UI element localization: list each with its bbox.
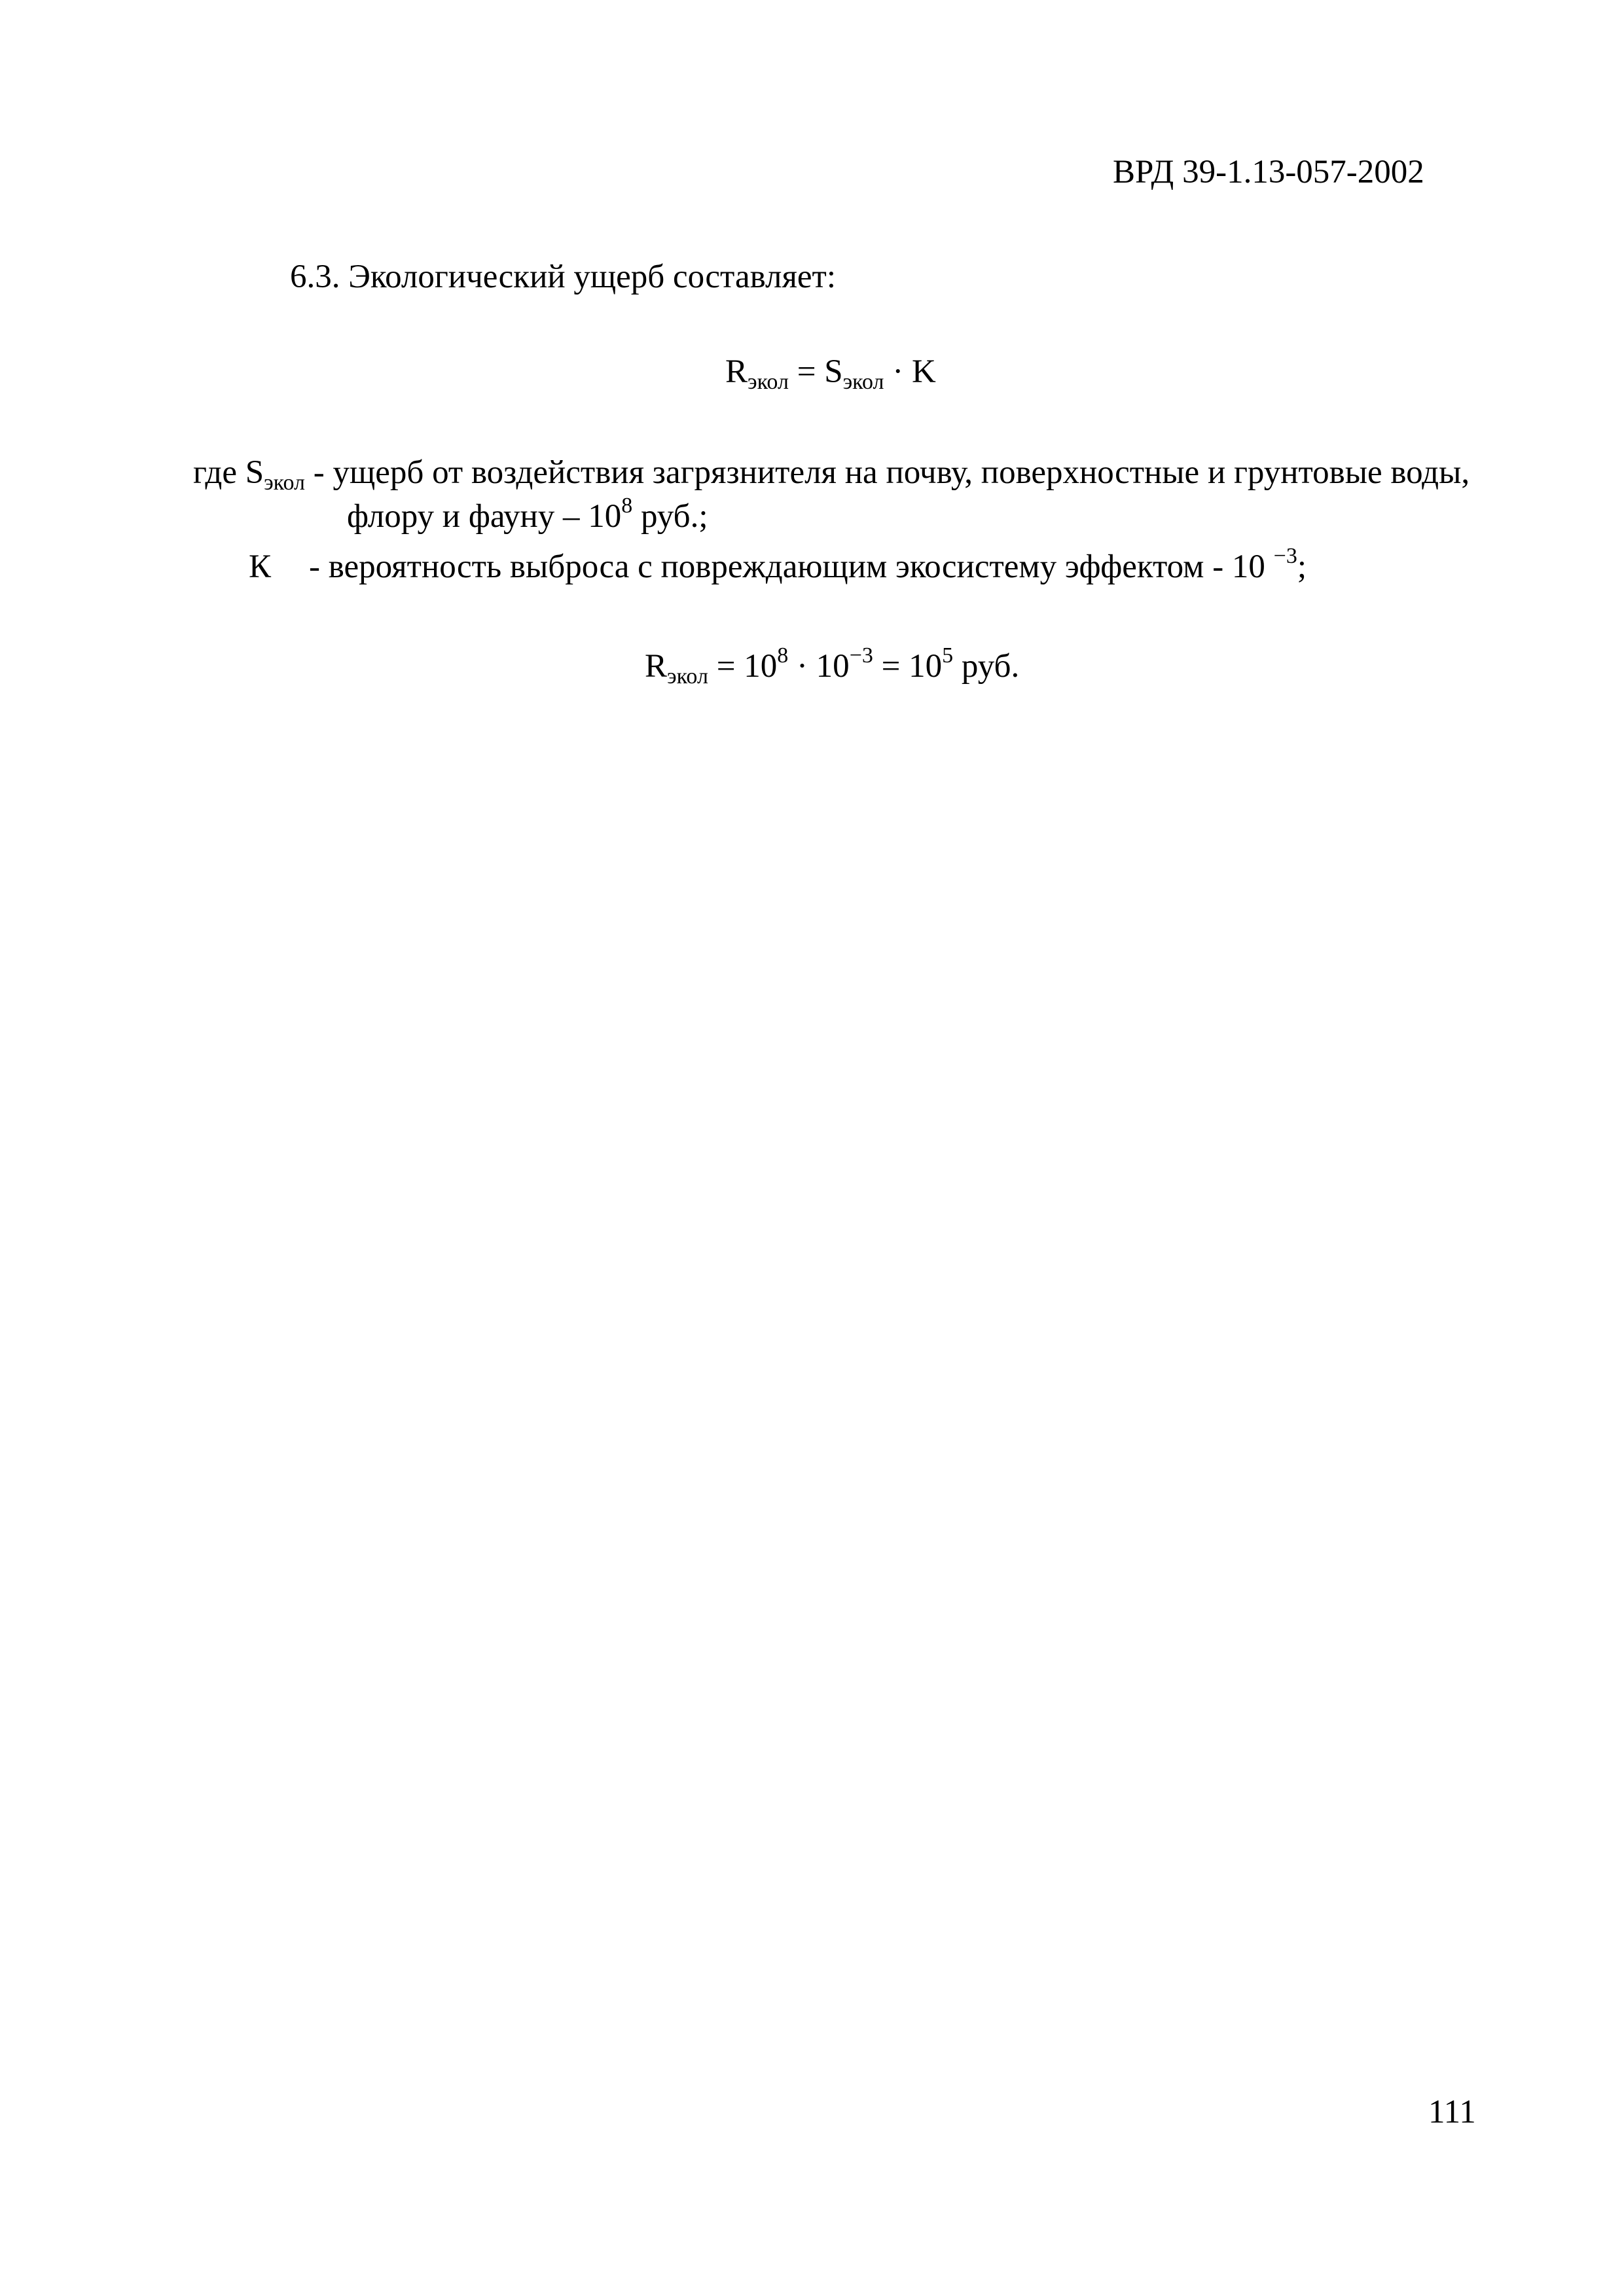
definition-s-text-line1: - ущерб от воздействия загрязнителя на почву, поверхностные и грунтовые воды, [305,454,1470,491]
formula-calc-lhs-subscript: экол [667,664,708,689]
definition-s-exponent: 8 [621,493,633,518]
formula-calc-part4: руб. [953,648,1020,685]
definition-s-text-line2-end: руб.; [632,498,708,535]
definition-s-symbol: S [245,454,264,491]
definition-s-line1 [193,453,1470,496]
definition-s-text-line2-start: флору и фауну – 10 [347,498,622,535]
formula-calc-part2: · 10 [788,648,850,685]
formula-main-rhs-symbol: S [824,353,843,390]
page-number: 111 [1428,2094,1476,2130]
formula-calc-lhs-symbol: R [645,648,668,685]
definition-k-line [249,544,1307,590]
formula-calculation [645,643,1020,690]
section-heading: 6.3. Экологический ущерб составляет: [290,259,837,295]
definition-s-line2 [347,493,708,540]
formula-main [725,352,936,395]
formula-main-lhs-subscript: экол [748,370,789,394]
definition-k-text: - вероятность выброса с повреждающим экосистему эффектом - 10 [309,548,1274,585]
formula-calc-exp1: 8 [777,643,789,668]
definition-s-lead: где [193,454,245,491]
formula-main-rhs-subscript: экол [842,370,884,394]
formula-calc-part1: = 10 [708,648,778,685]
definition-k-exponent: −3 [1273,544,1297,568]
formula-calc-part3: = 10 [873,648,943,685]
formula-calc-exp3: 5 [942,643,954,668]
definition-k-end: ; [1297,548,1307,585]
formula-calc-exp2: −3 [849,643,873,668]
definition-k-symbol: К [249,548,272,585]
document-code: ВРД 39-1.13-057-2002 [1113,154,1424,190]
formula-main-operator-tail: · K [884,353,936,390]
formula-main-lhs-symbol: R [725,353,748,390]
formula-main-equals: = [788,353,825,390]
definition-s-subscript: экол [264,471,305,495]
